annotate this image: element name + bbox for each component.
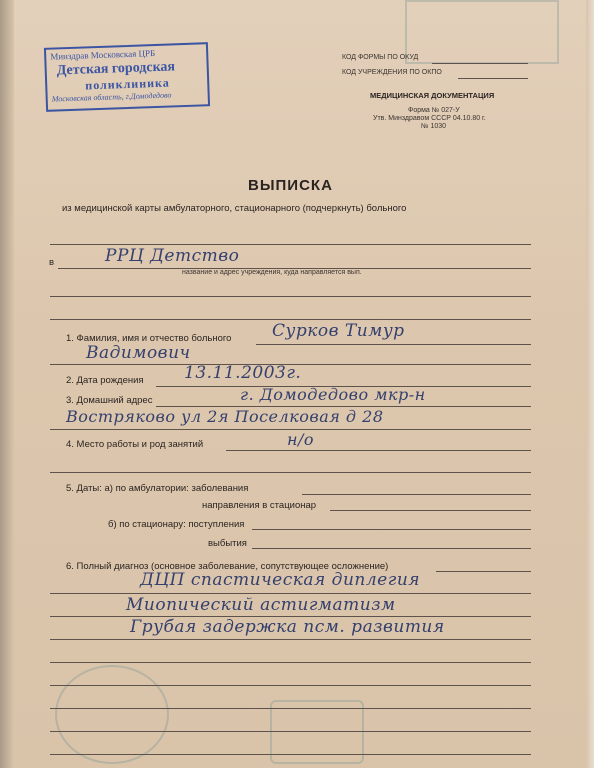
- hospital-label: б) по стационару: поступления: [108, 519, 245, 530]
- rule-5: [50, 662, 531, 663]
- work-label: 4. Место работы и род занятий: [66, 439, 204, 450]
- clinic-stamp: [44, 42, 210, 112]
- diagnosis-label: 6. Полный диагноз (основное заболевание, сопутствующее осложнение): [66, 561, 389, 572]
- discharge-line: [252, 548, 531, 549]
- dates-label: 5. Даты: а) по амбулатории: заболевания: [66, 483, 249, 494]
- address-label: 3. Домашний адрес: [66, 395, 153, 406]
- address-value-1: г. Домодедово мкр-н: [240, 385, 426, 404]
- diagnosis-line-1: [50, 593, 531, 594]
- diagnosis-value-3: Грубая задержка псм. развития: [130, 617, 445, 637]
- rule-1: [50, 244, 531, 245]
- document-subtitle: из медицинской карты амбулаторного, стационарного (подчеркнуть) больного: [62, 203, 407, 214]
- destination-caption: название и адрес учреждения, куда направляется вып.: [182, 269, 362, 276]
- rule-2: [50, 296, 531, 297]
- dates-line: [302, 494, 531, 495]
- form-number: Форма № 027-У: [408, 107, 460, 114]
- referral-line: [330, 510, 531, 511]
- rule-6: [50, 685, 531, 686]
- med-doc-label: МЕДИЦИНСКАЯ ДОКУМЕНТАЦИЯ: [370, 91, 495, 100]
- diagnosis-value-1: ДЦП спастическая диплегия: [140, 570, 421, 590]
- dob-value: 13.11.2003г.: [184, 363, 302, 383]
- okud-line: [432, 63, 528, 64]
- okpo-label: КОД УЧРЕЖДЕНИЯ ПО ОКПО: [342, 69, 442, 76]
- stamp-line-1: Минздрав Московская ЦРБ: [50, 48, 156, 62]
- diagnosis-line-3: [50, 639, 531, 640]
- work-value: н/о: [287, 430, 315, 449]
- order-number: № 1030: [421, 123, 447, 130]
- rule-4: [50, 472, 531, 473]
- page-fold-shadow: [0, 0, 14, 768]
- work-line: [226, 450, 531, 451]
- rule-3: [50, 319, 531, 320]
- referral-label: направления в стационар: [202, 500, 317, 511]
- rule-7: [50, 708, 531, 709]
- name-value-2: Вадимович: [86, 343, 191, 363]
- stamp-line-3: поликлиника: [85, 75, 170, 93]
- hospital-line: [252, 529, 531, 530]
- page-edge: [586, 0, 594, 768]
- diagnosis-line-0: [436, 571, 531, 572]
- okud-label: КОД ФОРМЫ ПО ОКУД: [342, 54, 419, 61]
- diagnosis-value-2: Миопический астигматизм: [126, 595, 396, 615]
- address-value-2: Востряково ул 2я Поселковая д 28: [66, 407, 384, 426]
- destination-prefix: в: [49, 257, 55, 268]
- approval-line: Утв. Минздравом СССР 04.10.80 г.: [373, 115, 486, 122]
- document-title: ВЫПИСКА: [248, 177, 333, 194]
- name-value-1: Сурков Тимур: [272, 321, 405, 341]
- discharge-label: выбытия: [208, 538, 247, 549]
- destination-value: РРЦ Детство: [105, 246, 240, 266]
- dob-label: 2. Дата рождения: [66, 375, 144, 386]
- okpo-line: [458, 78, 528, 79]
- rule-8: [50, 731, 531, 732]
- ghost-stamp-top-right: [405, 0, 559, 64]
- rule-9: [50, 754, 531, 755]
- stamp-line-2: Детская городская: [56, 59, 176, 79]
- name-label: 1. Фамилия, имя и отчество больного: [66, 333, 232, 344]
- ghost-stamp-bottom-left: [55, 665, 169, 764]
- name-line: [256, 344, 531, 345]
- stamp-line-4: Московская область, г.Домодедово: [51, 90, 172, 104]
